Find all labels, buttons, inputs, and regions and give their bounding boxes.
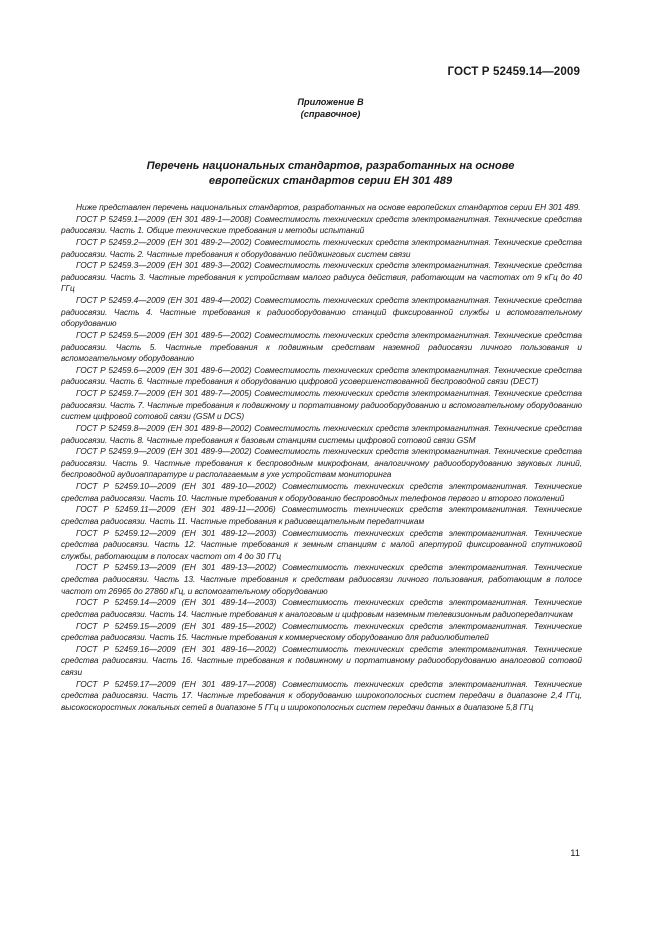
section-title (95, 159, 566, 189)
appendix-type: (справочное) (300, 109, 361, 120)
standards-list (61, 202, 582, 714)
standard-item: ГОСТ Р 52459.11—2009 (ЕН 301 489-11—2006) Совместимость технических средств электромагнитная. Технические средства радиосвязи. Часть 11. Частные требования к радиовещательным передатчикам (61, 504, 582, 526)
standard-item: ГОСТ Р 52459.15—2009 (ЕН 301 489-15—2002) Совместимость технических средств электромагнитная. Технические средства радиосвязи. Часть 15. Частные требования к коммерческому оборудованию для радиолюбителей (61, 620, 582, 643)
standard-item: ГОСТ Р 52459.7—2009 (ЕН 301 489-7—2005) Совместимость технических средств электромагнитная. Технические средства радиосвязи. Часть 7. Частные требования к подвижному и портативному радиооборудованию и вспомогательному оборудованию систем цифровой сотовой связи (GSM и DCS) (61, 388, 582, 422)
standard-item: ГОСТ Р 52459.10—2009 (ЕН 301 489-10—2002) Совместимость технических средств электромагнитная. Технические средства радиосвязи. Часть 10. Частные требования к оборудованию беспроводных телефонов первого и второго поколений (61, 481, 582, 503)
standard-item: ГОСТ Р 52459.8—2009 (ЕН 301 489-8—2002) Совместимость технических средств электромагнитная. Технические средства радиосвязи. Часть 8. Частные требования к базовым станциям системы цифровой сотовой связи GSM (61, 422, 582, 445)
standard-item: ГОСТ Р 52459.12—2009 (ЕН 301 489-12—2003) Совместимость технических средств электромагнитная. Технические средства радиосвязи. Часть 12. Частные требования к земным станциям с малой апертурой фиксированной спутниковой службы, работающим в полосах частот от 4 до 30 ГГц (61, 527, 582, 561)
section-title-line-1: Перечень национальных стандартов, разработанных на основе (146, 160, 515, 172)
standard-item: ГОСТ Р 52459.13—2009 (ЕН 301 489-13—2002) Совместимость технических средств электромагнитная. Технические средства радиосвязи. Часть 13. Частные требования к средствам радиосвязи личного пользования, работающим в полосе частот от 26965 до 27860 кГц, и вспомогательному оборудованию (61, 562, 582, 596)
intro-paragraph: Ниже представлен перечень национальных стандартов, разработанных на основе европейских стандартов серии ЕН 301 489. (76, 202, 581, 212)
standard-item: ГОСТ Р 52459.9—2009 (ЕН 301 489-9—2002) Совместимость технических средств электромагнитная. Технические средства радиосвязи. Часть 9. Частные требования к беспроводным микрофонам, аналогичному радиооборудованию звуковых линий, беспроводной аудиоаппаратуре и располагаемым в ухе устройствам мониторинга (61, 446, 582, 480)
standard-item: ГОСТ Р 52459.3—2009 (ЕН 301 489-3—2002) Совместимость технических средств электромагнитная. Технические средства радиосвязи. Часть 3. Частные требования к устройствам малого радиуса действия, работающим на частотах от 9 кГц до 40 ГГц (61, 260, 582, 294)
standard-item: ГОСТ Р 52459.1—2009 (ЕН 301 489-1—2008) Совместимость технических средств электромагнитная. Технические средства радиосвязи. Часть 1. Общие технические требования и методы испытаний (61, 213, 582, 236)
standard-item: ГОСТ Р 52459.2—2009 (ЕН 301 489-2—2002) Совместимость технических средств электромагнитная. Технические средства радиосвязи. Часть 2. Частные требования к оборудованию пейджинговых систем связи (61, 236, 582, 259)
standard-item: ГОСТ Р 52459.4—2009 (ЕН 301 489-4—2002) Совместимость технических средств электромагнитная. Технические средства радиосвязи. Часть 4. Частные требования к радиооборудованию станций фиксированной службы и вспомогательному оборудованию (61, 295, 582, 329)
appendix-heading (0, 96, 661, 121)
section-title-line-2: европейских стандартов серии ЕН 301 489 (208, 175, 453, 187)
appendix-label: Приложение В (297, 97, 364, 107)
page-number: 11 (570, 847, 580, 858)
standard-item: ГОСТ Р 52459.6—2009 (ЕН 301 489-6—2002) Совместимость технических средств электромагнитная. Технические средства радиосвязи. Часть 6. Частные требования к оборудованию цифровой усовершенствованной беспроводной связи (DECT) (61, 364, 582, 387)
document-code-header: ГОСТ Р 52459.14—2009 (447, 65, 580, 78)
standard-item: ГОСТ Р 52459.14—2009 (ЕН 301 489-14—2003) Совместимость технических средств электромагнитная. Технические средства радиосвязи. Часть 14. Частные требования к аналоговым и цифровым наземным телевизионным радиопередатчикам (61, 597, 582, 619)
standard-item: ГОСТ Р 52459.16—2009 (ЕН 301 489-16—2002) Совместимость технических средств электромагнитная. Технические средства радиосвязи. Часть 16. Частные требования к подвижному и портативному радиооборудованию аналоговой сотовой связи (61, 643, 582, 677)
standard-item: ГОСТ Р 52459.5—2009 (ЕН 301 489-5—2002) Совместимость технических средств электромагнитная. Технические средства радиосвязи. Часть 5. Частные требования к подвижным средствам наземной радиосвязи личного пользования и вспомогательному оборудованию (61, 329, 582, 364)
standard-item: ГОСТ Р 52459.17—2009 (ЕН 301 489-17—2008) Совместимость технических средств электромагнитная. Технические средства радиосвязи. Часть 17. Частные требования к оборудованию широкополосных систем передачи в диапазоне 2,4 ГГц, высокоскоростных локальных сетей в диапазоне 5 ГГц и широкополосных систем передачи данных в диапазоне 5,8 ГГц (61, 678, 582, 712)
